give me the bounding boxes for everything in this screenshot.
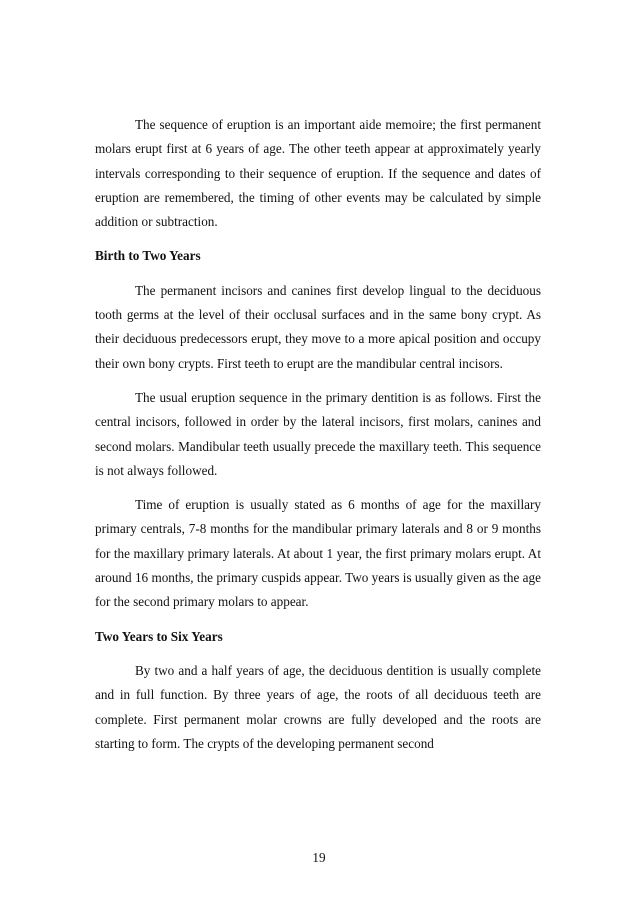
page-number: 19 [312,850,326,865]
paragraph-two-and-a-half-years: By two and a half years of age, the deciduous dentition is usually complete and in full function. By three years of age, the roots of all deciduous teeth are complete. First permanent molar crowns are fully developed and the roots are starting to form. The crypts of the developing permanent second [95,662,541,751]
paragraph-eruption-sequence: The sequence of eruption is an important aide memoire; the first permanent molars erupt first at 6 years of age. The other teeth appear at approximately yearly intervals corresponding to their sequence of eruption. If the sequence and dates of eruption are remembered, the timing of other events may be calculated by simple addition or subtraction. [95,117,541,230]
section-heading-two-to-six-years: Two Years to Six Years [95,628,223,644]
paragraph-time-of-eruption: Time of eruption is usually stated as 6 months of age for the maxillary primary centrals, 7-8 months for the mandibular primary laterals and 8 or 9 months for the maxillary primary laterals. At about 1 year, the first primary molars erupt. At around 16 months, the primary cuspids appear. Two years is usually given as the age for the second primary molars to appear. [95,497,541,610]
paragraph-permanent-incisors: The permanent incisors and canines first develop lingual to the deciduous tooth germs at the level of their occlusal surfaces and in the same bony crypt. As their deciduous predecessors erupt, they move to a more apical position and occupy their own bony crypts. First teeth to erupt are the mandibular central incisors. [95,282,541,371]
paragraph-usual-eruption-sequence: The usual eruption sequence in the primary dentition is as follows. First the central incisors, followed in order by the lateral incisors, first molars, canines and second molars. Mandibular teeth usually precede the maxillary teeth. This sequence is not always followed. [95,389,541,478]
section-heading-birth-to-two-years: Birth to Two Years [95,248,201,264]
page-body [95,113,541,766]
